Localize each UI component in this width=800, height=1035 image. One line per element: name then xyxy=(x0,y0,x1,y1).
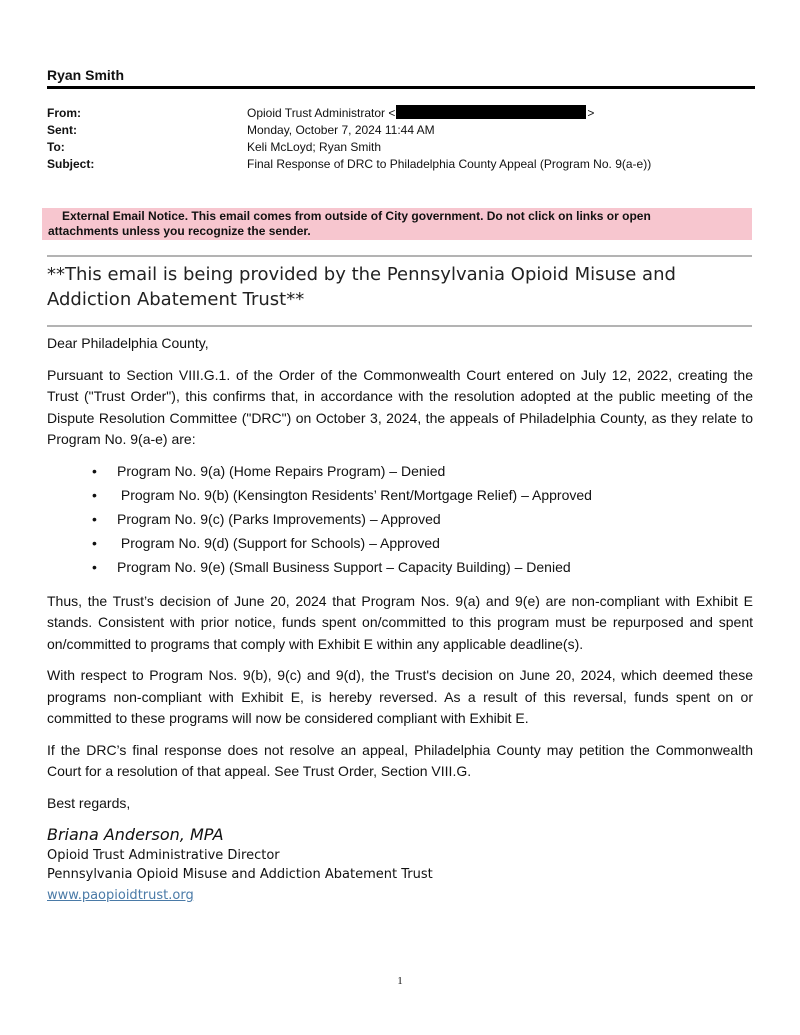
email-body xyxy=(47,333,753,906)
to-value: Keli McLoyd; Ryan Smith xyxy=(247,140,382,154)
banner-line-1: **This email is being provided by the Pennsylvania Opioid Misuse and xyxy=(47,264,676,285)
from-row xyxy=(47,105,755,122)
mailbox-owner-name: Ryan Smith xyxy=(47,67,125,83)
from-tail: > xyxy=(587,106,595,120)
banner-bottom-rule xyxy=(47,325,752,327)
sent-row xyxy=(47,122,755,139)
website-link[interactable]: www.paopioidtrust.org xyxy=(47,887,194,903)
signature-org: Pennsylvania Opioid Misuse and Addiction Abatement Trust xyxy=(47,866,433,882)
trust-banner xyxy=(47,262,752,312)
email-header xyxy=(47,105,755,173)
from-name: Opioid Trust Administrator < xyxy=(247,106,396,120)
external-email-notice xyxy=(42,208,752,240)
program-item-a: • Program No. 9(a) (Home Repairs Program) – Denied xyxy=(117,461,753,485)
page-number: 1 xyxy=(397,975,403,987)
program-item-c: • Program No. 9(c) (Parks Improvements) – Approved xyxy=(117,509,753,533)
program-list xyxy=(47,461,753,581)
banner-line-2: Addiction Abatement Trust** xyxy=(47,289,305,310)
signature-title: Opioid Trust Administrative Director xyxy=(47,847,280,863)
to-label: To: xyxy=(47,140,65,154)
redacted-email-block xyxy=(396,105,586,119)
sent-label: Sent: xyxy=(47,123,77,137)
subject-row xyxy=(47,156,755,173)
paragraph-2: Thus, the Trust’s decision of June 20, 2024 that Program Nos. 9(a) and 9(e) are non-compliant with Exhibit E stands. Consistent with prior notice, funds spent on/committed to this program must be repurposed and spent on/committed to programs that comply with Exhibit E within any applicable deadline(s). xyxy=(47,592,753,652)
greeting: Dear Philadelphia County, xyxy=(47,335,209,351)
banner-top-rule xyxy=(47,255,752,257)
signature-name: Briana Anderson, MPA xyxy=(47,825,224,844)
program-item-e: • Program No. 9(e) (Small Business Support – Capacity Building) – Denied xyxy=(117,557,753,581)
sent-value: Monday, October 7, 2024 11:44 AM xyxy=(247,123,435,137)
notice-line-2: attachments unless you recognize the sender. xyxy=(48,224,311,238)
subject-label: Subject: xyxy=(47,157,95,171)
from-label: From: xyxy=(47,106,81,120)
program-item-b: • Program No. 9(b) (Kensington Residents’ Rent/Mortgage Relief) – Approved xyxy=(117,485,753,509)
subject-value: Final Response of DRC to Philadelphia County Appeal (Program No. 9(a-e)) xyxy=(247,157,652,171)
paragraph-4: If the DRC’s final response does not resolve an appeal, Philadelphia County may petition the Commonwealth Court for a resolution of that appeal. See Trust Order, Section VIII.G. xyxy=(47,741,753,779)
paragraph-3: With respect to Program Nos. 9(b), 9(c) and 9(d), the Trust's decision on June 20, 2024, which deemed these programs non-compliant with Exhibit E, is hereby reversed. As a result of this reversal, funds spent on or committed to these programs will now be considered compliant with Exhibit E. xyxy=(47,667,753,726)
paragraph-1: Pursuant to Section VIII.G.1. of the Order of the Commonwealth Court entered on July 12, 2022, creating the Trust ("Trust Order"), this confirms that, in accordance with the resolution adopted at the public meeting of the Dispute Resolution Committee ("DRC") on October 3, 2024, the appeals of Philadelphia County, as they relate to Program No. 9(a-e) are: xyxy=(47,366,753,447)
header-divider xyxy=(47,86,755,89)
closing: Best regards, xyxy=(47,794,131,811)
notice-line-1: External Email Notice. This email comes from outside of City government. Do not click on links or open xyxy=(62,209,651,223)
to-row xyxy=(47,139,755,156)
from-value xyxy=(247,105,755,122)
program-item-d: • Program No. 9(d) (Support for Schools) – Approved xyxy=(117,533,753,557)
